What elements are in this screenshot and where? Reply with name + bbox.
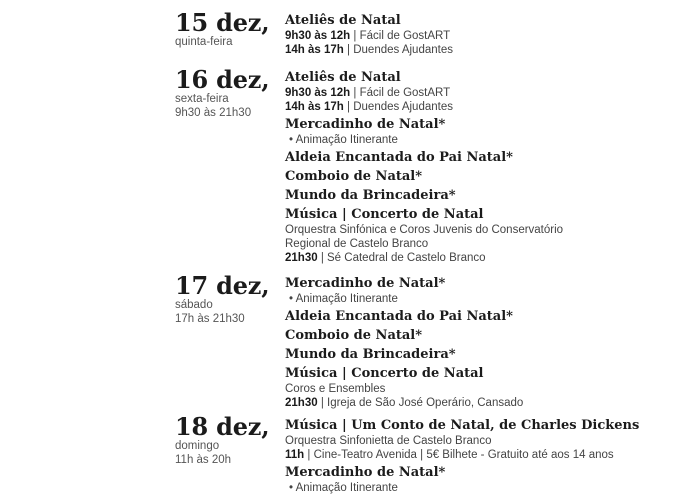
session-detail: Fácil de GostART xyxy=(359,87,451,99)
event-title: Mercadinho de Natal* xyxy=(285,117,446,132)
bullet-item: • Animação Itinerante xyxy=(289,482,398,494)
event-title: Música | Um Conto de Natal, de Charles Dickens xyxy=(285,418,640,433)
session-time: 11h xyxy=(285,449,305,461)
session-line: 9h30 às 12h | Fácil de GostART xyxy=(285,30,451,42)
date-block xyxy=(175,414,285,467)
events-list xyxy=(285,275,695,410)
events-list xyxy=(285,417,695,495)
date-block xyxy=(175,10,285,49)
event-description: Orquestra Sinfonietta de Castelo Branco xyxy=(285,435,492,447)
opening-hours: 11h às 20h xyxy=(175,454,232,466)
session-line: 14h às 17h | Duendes Ajudantes xyxy=(285,101,453,113)
date-heading: 16 dez, xyxy=(175,65,270,94)
events-list xyxy=(285,12,695,57)
event-title: Mundo da Brincadeira* xyxy=(285,347,456,362)
bullet-item: • Animação Itinerante xyxy=(289,134,398,146)
session-time: 14h às 17h xyxy=(285,44,344,56)
event-title: Aldeia Encantada do Pai Natal* xyxy=(285,309,513,324)
session-time: 21h30 xyxy=(285,397,318,409)
event-title: Comboio de Natal* xyxy=(285,328,423,343)
weekday-label: quinta-feira xyxy=(175,36,233,48)
session-detail: Igreja de São José Operário, Cansado xyxy=(327,397,524,409)
session-detail: Sé Catedral de Castelo Branco xyxy=(327,252,486,264)
event-title: Música | Concerto de Natal xyxy=(285,366,484,381)
session-time: 9h30 às 12h xyxy=(285,87,351,99)
date-heading: 18 dez, xyxy=(175,412,270,441)
session-line: 21h30 | Igreja de São José Operário, Cansado xyxy=(285,397,524,409)
weekday-label: domingo xyxy=(175,440,220,452)
session-line: 11h | Cine-Teatro Avenida | 5€ Bilhete - Gratuito até aos 14 anos xyxy=(285,449,614,461)
event-description: Coros e Ensembles xyxy=(285,383,386,395)
event-title: Comboio de Natal* xyxy=(285,169,423,184)
opening-hours: 17h às 21h30 xyxy=(175,313,245,325)
events-list xyxy=(285,69,695,265)
session-detail: Fácil de GostART xyxy=(359,30,451,42)
session-line: 9h30 às 12h | Fácil de GostART xyxy=(285,87,451,99)
opening-hours: 9h30 às 21h30 xyxy=(175,107,252,119)
event-description: Orquestra Sinfónica e Coros Juvenis do Conservatório xyxy=(285,224,564,236)
session-time: 14h às 17h xyxy=(285,101,344,113)
session-line: 21h30 | Sé Catedral de Castelo Branco xyxy=(285,252,486,264)
weekday-label: sábado xyxy=(175,299,213,311)
session-line: 14h às 17h | Duendes Ajudantes xyxy=(285,44,453,56)
date-heading: 15 dez, xyxy=(175,8,270,37)
event-title: Ateliês de Natal xyxy=(285,70,401,85)
event-title: Mundo da Brincadeira* xyxy=(285,188,456,203)
event-title: Música | Concerto de Natal xyxy=(285,207,484,222)
event-title: Mercadinho de Natal* xyxy=(285,276,446,291)
event-title: Ateliês de Natal xyxy=(285,13,401,28)
event-title: Mercadinho de Natal* xyxy=(285,465,446,480)
session-detail: Cine-Teatro Avenida | 5€ Bilhete - Gratuito até aos 14 anos xyxy=(313,449,614,461)
session-detail: Duendes Ajudantes xyxy=(353,101,453,113)
bullet-item: • Animação Itinerante xyxy=(289,293,398,305)
date-heading: 17 dez, xyxy=(175,271,270,300)
session-time: 9h30 às 12h xyxy=(285,30,351,42)
event-title: Aldeia Encantada do Pai Natal* xyxy=(285,150,513,165)
weekday-label: sexta-feira xyxy=(175,93,229,105)
date-block xyxy=(175,273,285,326)
date-block xyxy=(175,67,285,120)
event-description: Regional de Castelo Branco xyxy=(285,238,429,250)
session-detail: Duendes Ajudantes xyxy=(353,44,453,56)
session-time: 21h30 xyxy=(285,252,318,264)
